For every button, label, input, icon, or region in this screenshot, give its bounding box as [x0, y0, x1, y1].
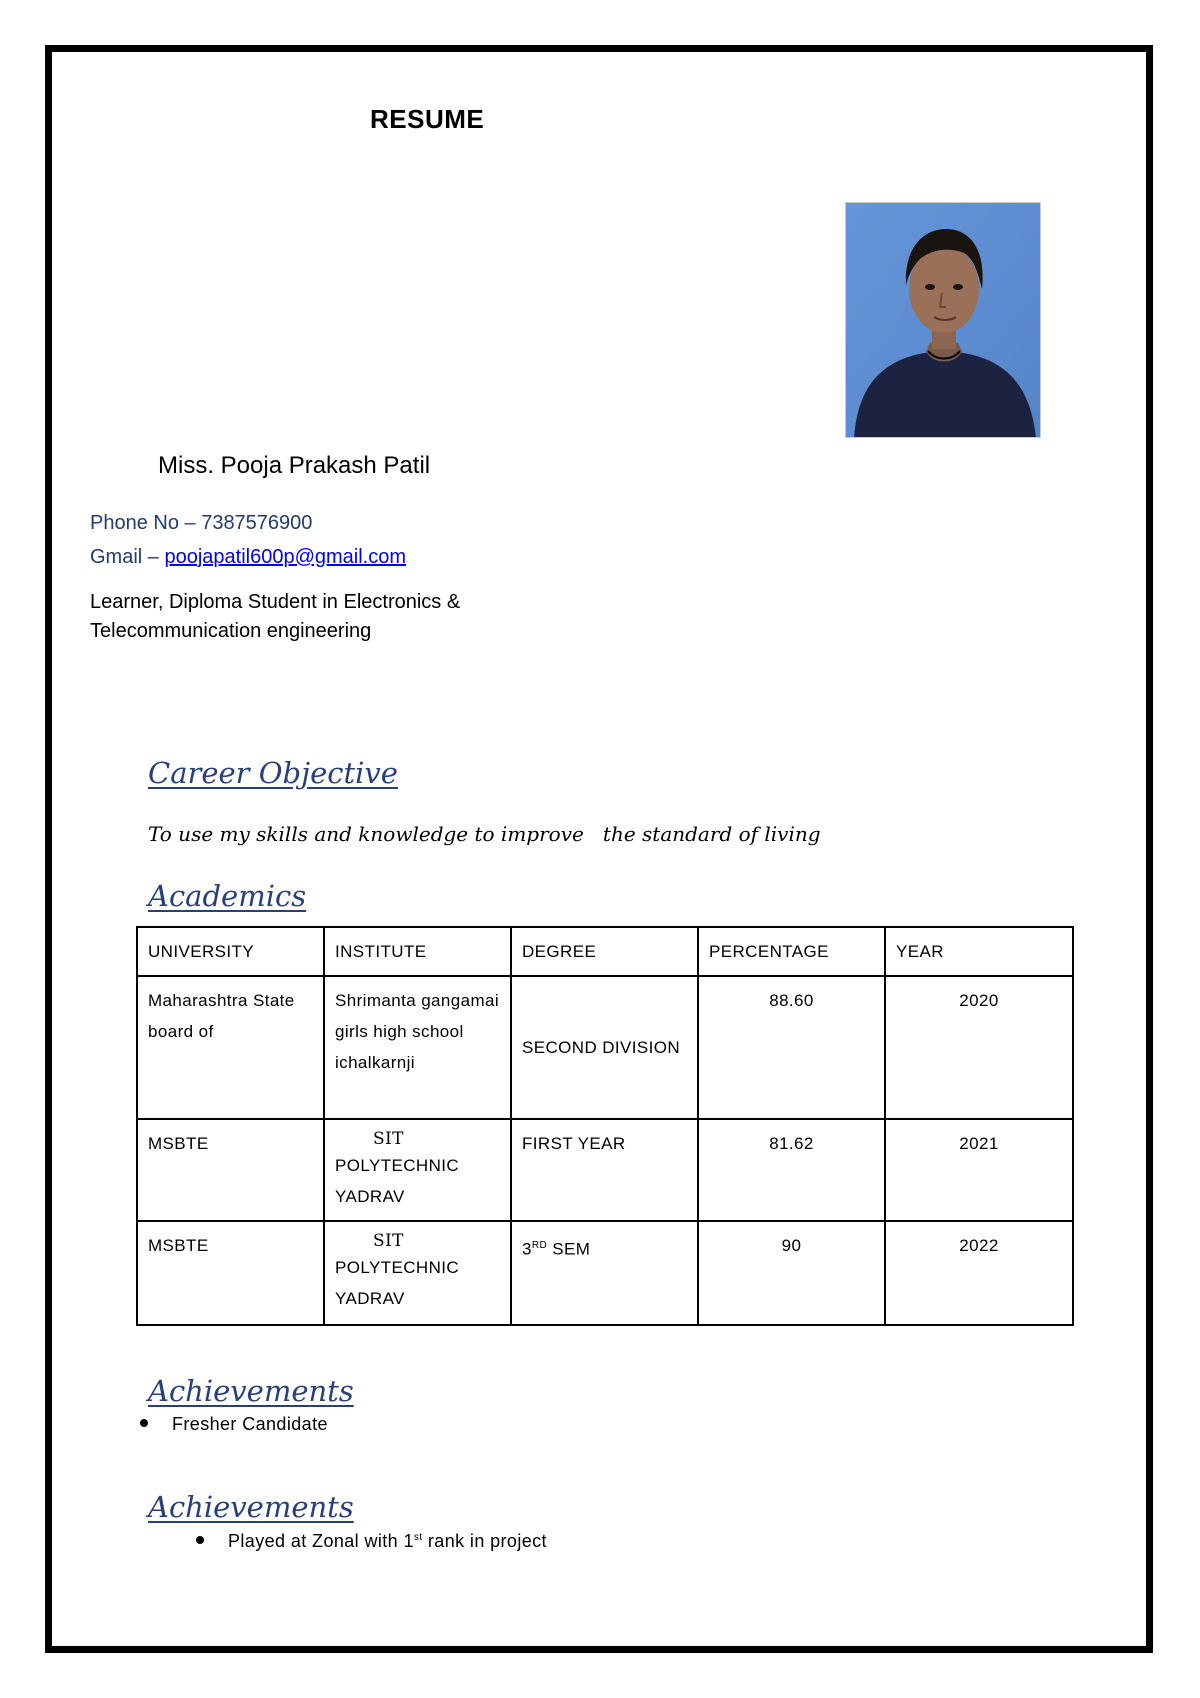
university-cell: Maharashtra State board of	[137, 976, 324, 1119]
tagline-line: Learner, Diploma Student in Electronics &	[90, 591, 461, 613]
table-row	[137, 976, 1073, 1119]
ordinal-suffix: st	[413, 1532, 423, 1543]
column-header: UNIVERSITY	[137, 927, 324, 976]
list-item	[140, 1414, 328, 1435]
gmail-line	[90, 546, 406, 569]
achievements-heading: Achievements	[148, 1490, 354, 1524]
gmail-label: Gmail –	[90, 546, 165, 568]
column-header: INSTITUTE	[324, 927, 511, 976]
resume-title: RESUME	[370, 104, 485, 134]
achievement-text-rest: rank in project	[422, 1531, 547, 1551]
table-row	[137, 1221, 1073, 1325]
academics-heading: Academics	[148, 879, 307, 913]
institute-detail: POLYTECHNIC YADRAV	[335, 1156, 460, 1206]
table-row	[137, 1119, 1073, 1221]
year-cell: 2020	[885, 976, 1073, 1119]
profile-photo	[845, 202, 1041, 438]
tagline-line: Telecommunication engineering	[90, 620, 372, 642]
achievements-heading: Achievements	[148, 1374, 354, 1408]
achievement-text: Played at Zonal with 1	[228, 1531, 414, 1551]
achievement-text: Fresher Candidate	[172, 1414, 328, 1434]
degree-cell: FIRST YEAR	[511, 1119, 698, 1221]
university-cell: MSBTE	[137, 1119, 324, 1221]
bullet-icon	[196, 1536, 204, 1544]
academics-table	[136, 926, 1074, 1326]
institute-name: SIT	[373, 1231, 404, 1251]
year-cell: 2021	[885, 1119, 1073, 1221]
degree-suffix: RD	[531, 1240, 548, 1251]
candidate-name: Miss. Pooja Prakash Patil	[158, 452, 431, 479]
institute-cell	[324, 1119, 511, 1221]
career-objective-heading: Career Objective	[148, 756, 398, 790]
column-header: PERCENTAGE	[698, 927, 885, 976]
phone-number: Phone No – 7387576900	[90, 512, 313, 534]
list-item	[196, 1531, 547, 1552]
institute-cell	[324, 1221, 511, 1325]
year-cell: 2022	[885, 1221, 1073, 1325]
institute-detail: POLYTECHNIC YADRAV	[335, 1258, 460, 1308]
tagline	[90, 588, 460, 646]
email-link[interactable]: poojapatil600p@gmail.com	[164, 546, 407, 568]
table-header-row	[137, 927, 1073, 976]
column-header: DEGREE	[511, 927, 698, 976]
career-objective-text: To use my skills and knowledge to improve the standard of living	[148, 822, 821, 846]
university-cell: MSBTE	[137, 1221, 324, 1325]
percentage-cell: 90	[698, 1221, 885, 1325]
column-header: YEAR	[885, 927, 1073, 976]
degree-cell: SECOND DIVISION	[511, 976, 698, 1119]
percentage-cell: 81.62	[698, 1119, 885, 1221]
bullet-icon	[140, 1419, 148, 1427]
percentage-cell: 88.60	[698, 976, 885, 1119]
degree-cell	[511, 1221, 698, 1325]
institute-cell: Shrimanta gangamai girls high school ichalkarnji	[324, 976, 511, 1119]
degree-rest: SEM	[547, 1239, 591, 1259]
institute-name: SIT	[373, 1129, 404, 1149]
degree-number: 3	[522, 1239, 532, 1259]
